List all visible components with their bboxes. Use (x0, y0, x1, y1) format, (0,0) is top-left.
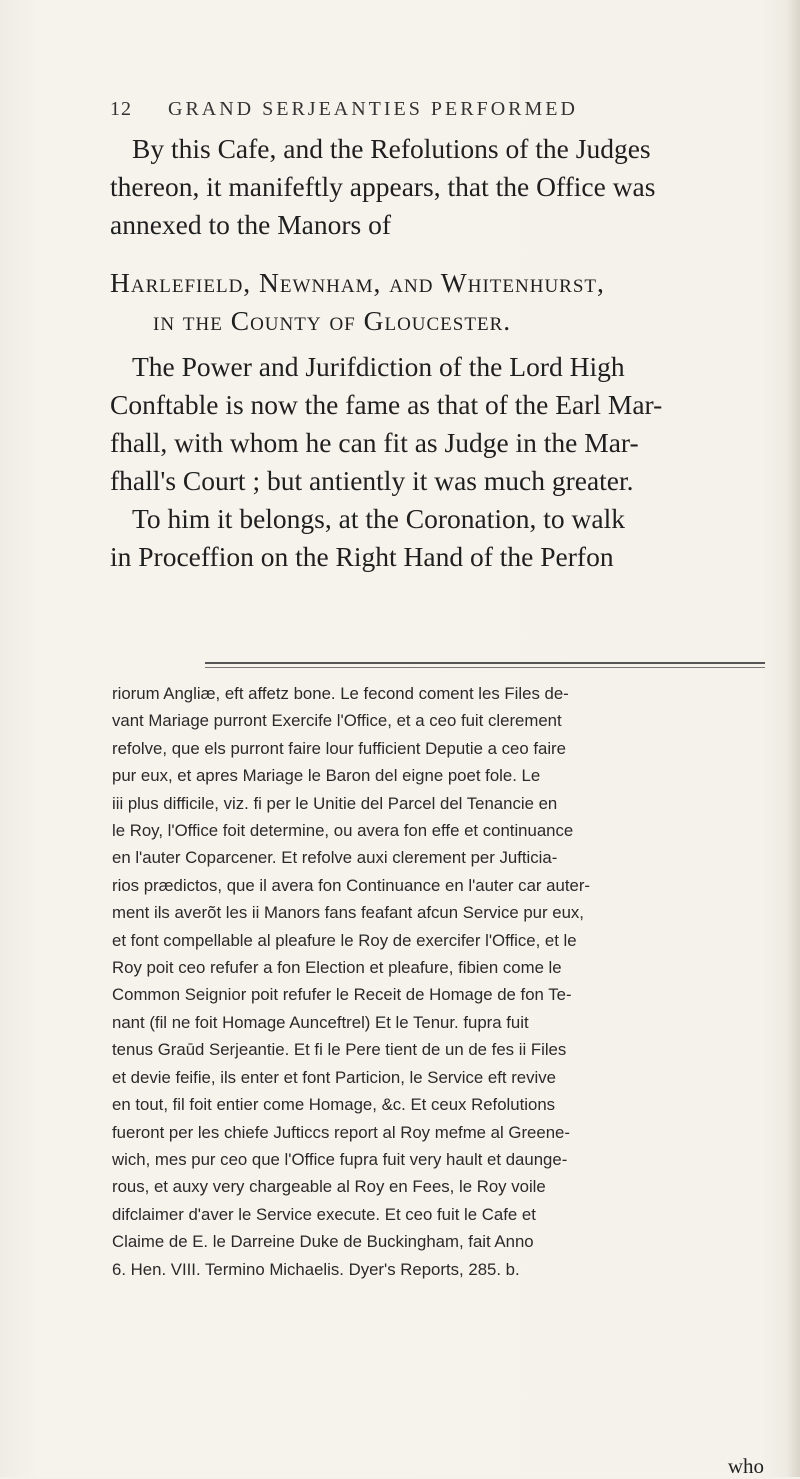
footnote-line: et font compellable al pleafure le Roy de exercifer l'Office, et le (112, 930, 577, 950)
running-title: GRAND SERJEANTIES PERFORMED (168, 98, 578, 120)
text-line: By this Cafe, and the Refolutions of the Judges (132, 133, 651, 164)
catchword: who (727, 1454, 764, 1478)
manors-line: Harlefield, Newnham, and Whitenhurst, (110, 267, 605, 298)
main-text (110, 130, 750, 576)
footnote-line: iii plus difficile, viz. fi per le Unitie del Parcel del Tenancie en (112, 793, 558, 813)
text-line: Conftable is now the fame as that of the Earl Mar- (110, 389, 663, 420)
footnote-line: rous, et auxy very chargeable al Roy en Fees, le Roy voile (112, 1177, 546, 1197)
county-line: in the County of Gloucester. (153, 305, 512, 336)
footnote-line: refolve, que els purront faire lour fufficient Deputie a ceo faire (112, 738, 566, 758)
text-line: The Power and Jurifdiction of the Lord High (132, 351, 625, 382)
text-line: fhall, with whom he can fit as Judge in the Mar- (110, 427, 639, 458)
text-line: annexed to the Manors of (110, 209, 392, 240)
footnote-line: 6. Hen. VIII. Termino Michaelis. Dyer's Reports, 285. b. (112, 1259, 520, 1279)
footnote-line: vant Mariage purront Exercife l'Office, et a ceo fuit clerement (112, 711, 562, 731)
paragraph-2 (110, 348, 750, 576)
page-number: 12 (110, 98, 132, 120)
footnote-line: et devie feifie, ils enter et font Particion, le Service eft revive (112, 1067, 556, 1087)
footnote-line: Roy poit ceo refufer a fon Election et pleafure, fibien come le (112, 958, 562, 978)
footnote-line: le Roy, l'Office foit determine, ou avera fon effe et continuance (112, 821, 574, 841)
footnote-line: riorum Angliæ, eft affetz bone. Le fecond coment les Files de- (112, 684, 569, 703)
footnote-line: wich, mes pur ceo que l'Office fupra fuit very hault et daunge- (112, 1149, 568, 1169)
text-line: thereon, it manifeftly appears, that the Office was (110, 171, 656, 202)
text-line: fhall's Court ; but antiently it was much greater. (110, 465, 634, 496)
text-line: in Proceffion on the Right Hand of the Perfon (110, 541, 614, 572)
footnote-line: en tout, fil foit entier come Homage, &c. Et ceux Refolutions (112, 1095, 556, 1115)
text-line: To him it belongs, at the Coronation, to walk (132, 503, 626, 534)
footnote (112, 680, 762, 1283)
footnote-line: Claime de E. le Darreine Duke de Buckingham, fait Anno (112, 1232, 534, 1252)
spacer (110, 244, 750, 264)
footnote-rule (205, 662, 765, 664)
manors-heading (110, 264, 750, 340)
paragraph-1 (110, 130, 750, 244)
page-edge-shadow (786, 0, 800, 1477)
footnote-line: rios prædictos, que il avera fon Continuance en l'auter car auter- (112, 875, 590, 895)
footnote-line: nant (fil ne foit Homage Aunceftrel) Et le Tenur. fupra fuit (112, 1012, 529, 1032)
footnote-line: ment ils averõt les ii Manors fans feafant afcun Service pur eux, (112, 903, 584, 923)
footnote-line: Common Seignior poit refufer le Receit de Homage de fon Te- (112, 985, 572, 1005)
footnote-line: pur eux, et apres Mariage le Baron del eigne poet fole. Le (112, 766, 541, 786)
footnote-line: en l'auter Coparcener. Et refolve auxi clerement per Jufticia- (112, 848, 558, 868)
footnote-line: tenus Graūd Serjeantie. Et fi le Pere tient de un de fes ii Files (112, 1040, 567, 1060)
footnote-rule-thin (205, 667, 765, 668)
footnote-line: fueront per les chiefe Jufticcs report al Roy mefme al Greene- (112, 1122, 570, 1142)
footnote-line: difclaimer d'aver le Service execute. Et ceo fuit le Cafe et (112, 1204, 536, 1224)
running-head (110, 98, 730, 121)
